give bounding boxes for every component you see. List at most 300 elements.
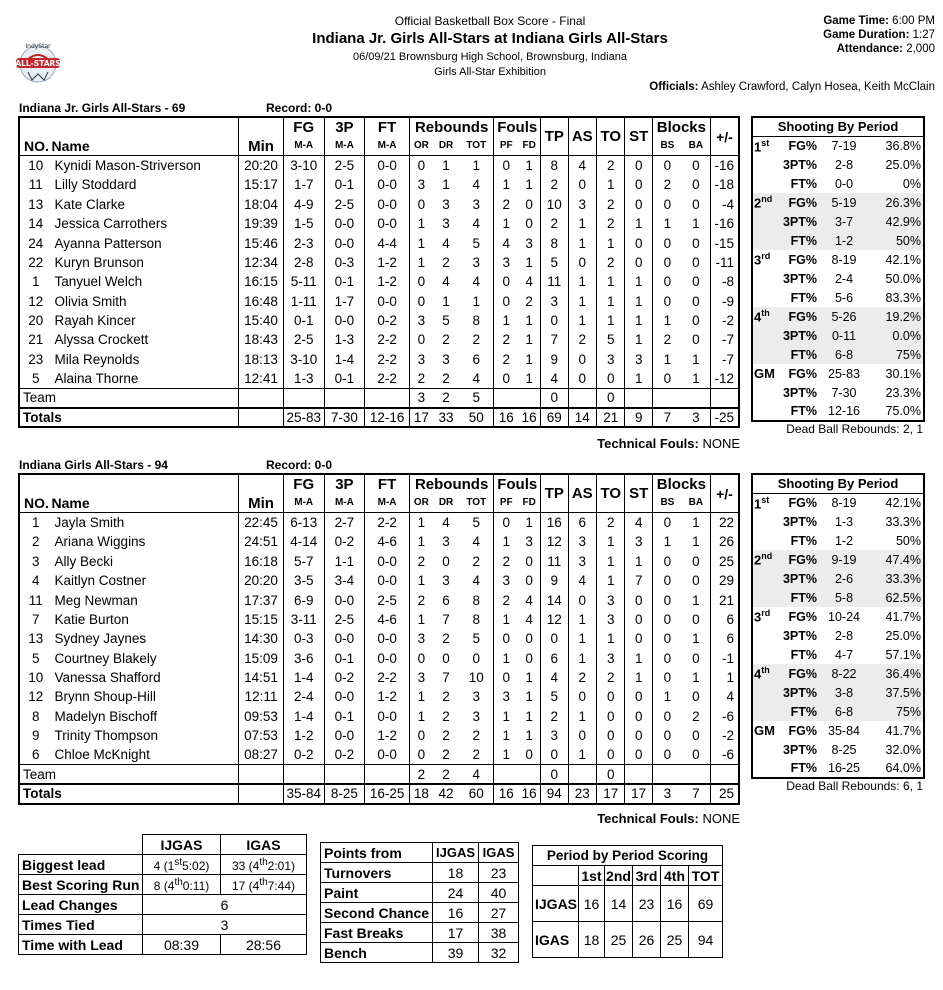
player-stat: 4	[710, 687, 739, 706]
player-stat: 17:37	[239, 590, 284, 609]
percentage: 0.0%	[892, 328, 921, 343]
player-stat: 0	[692, 274, 700, 290]
player-row	[19, 649, 739, 668]
team-row	[19, 388, 739, 407]
player-stat: 1	[494, 745, 518, 764]
player-stat: 0	[597, 369, 625, 388]
points-col-igas: IGAS	[479, 843, 519, 863]
points-from-table	[320, 842, 519, 963]
period-shooting-row	[752, 212, 924, 231]
player-stat: 1	[525, 351, 533, 367]
player-stat: 1	[692, 631, 700, 647]
player-stat: 4-6	[365, 532, 410, 551]
player-name: Kaitlyn Costner	[54, 573, 147, 589]
col-or: OR	[409, 493, 432, 512]
period-score: 16	[579, 886, 605, 922]
player-stat: -4	[710, 195, 739, 214]
player-stat: 1	[568, 629, 596, 648]
player-stat: 1-3	[324, 330, 365, 349]
player-stat: 1	[525, 728, 533, 744]
player-stat: 2	[541, 707, 568, 726]
totals-stat: -25	[710, 408, 739, 427]
totals-stat: 16	[494, 408, 518, 427]
player-stat: 1	[625, 668, 652, 687]
stat-type: FT%	[790, 647, 817, 662]
player-stat: 1-11	[283, 292, 324, 311]
col-or: OR	[409, 136, 432, 155]
percentage: 50%	[895, 233, 921, 248]
team-row	[19, 765, 739, 784]
player-stat: 1	[494, 175, 518, 194]
player-stat: 0-2	[283, 745, 324, 764]
player-stat: 0	[525, 216, 533, 232]
player-stat: 20:20	[239, 571, 284, 590]
player-name: Madelyn Bischoff	[54, 708, 158, 724]
team-row-stat	[518, 388, 540, 407]
stat-type: FT%	[790, 590, 817, 605]
player-stat: 0	[597, 707, 625, 726]
player-stat: 1	[625, 292, 652, 311]
player-stat: 0	[625, 195, 652, 214]
player-stat: 0	[652, 233, 681, 252]
dead-ball-rebounds: Dead Ball Rebounds: 2, 1	[786, 422, 923, 436]
team-row-stat	[494, 388, 518, 407]
col-no: NO.	[24, 494, 49, 511]
player-stat: 0-2	[324, 745, 365, 764]
points-igas: 40	[479, 883, 519, 903]
player-stat: 4	[32, 573, 40, 589]
player-stat: 3	[525, 534, 533, 550]
points-igas: 32	[479, 943, 519, 963]
col-blocks: Blocks	[652, 474, 710, 493]
player-stat: 1-2	[365, 726, 410, 745]
col-fouls: Fouls	[494, 474, 541, 493]
made-attempted: 1-3	[834, 514, 854, 529]
lead-changes-value: 6	[143, 895, 307, 915]
player-name: Trinity Thompson	[54, 728, 159, 744]
period-label: 1st	[754, 494, 770, 511]
stat-type: 3PT%	[782, 271, 817, 286]
player-stat: 3	[409, 175, 432, 194]
player-stat: 0	[692, 553, 700, 569]
player-stat: 0	[625, 233, 652, 252]
period-scoring-title: Period by Period Scoring	[533, 846, 723, 866]
player-row	[19, 687, 739, 706]
team-row-stat: 0	[597, 765, 625, 784]
player-stat: 1	[525, 313, 533, 329]
player-stat: 4-4	[365, 233, 410, 252]
player-stat: 1	[625, 369, 652, 388]
player-stat: 1	[692, 371, 700, 387]
percentage: 64.0%	[885, 761, 921, 775]
percentage: 30.1%	[885, 366, 921, 381]
player-stat: 0	[652, 272, 681, 291]
player-stat: 0	[494, 513, 518, 532]
percentage: 42.9%	[885, 214, 921, 229]
stat-type: 3PT%	[782, 571, 817, 586]
player-stat: 1-7	[283, 175, 324, 194]
totals-stat: 35-84	[283, 784, 324, 803]
player-stat: 10	[468, 670, 484, 686]
technical-fouls-label: Technical Fouls:	[597, 436, 699, 451]
player-stat: 8	[541, 233, 568, 252]
col-dr: DR	[438, 140, 454, 152]
stat-type: FG%	[788, 495, 817, 510]
col-blocks: Blocks	[652, 117, 710, 136]
totals-stat: 25-83	[283, 408, 324, 427]
player-stat: 16:15	[239, 272, 284, 291]
col-fouls: Fouls	[494, 117, 541, 136]
player-stat: 2-5	[324, 156, 365, 175]
team-record: Record: 0-0	[266, 101, 333, 115]
team-row-stat: 0	[541, 388, 568, 407]
totals-row	[19, 408, 739, 427]
game-summary-table	[18, 834, 307, 955]
player-stat: 3	[442, 216, 450, 232]
period-shooting-row	[752, 231, 924, 250]
player-stat: 0	[652, 195, 681, 214]
made-attempted: 8-19	[831, 495, 857, 510]
player-stat: 16:48	[239, 292, 284, 311]
player-stat: -2	[710, 726, 739, 745]
made-attempted: 9-19	[831, 552, 857, 567]
date-location: 06/09/21 Brownsburg High School, Brownsburg, Indiana	[353, 51, 627, 63]
player-stat: 3	[625, 532, 652, 551]
player-name: Katie Burton	[54, 611, 129, 627]
player-stat: 0-0	[365, 707, 410, 726]
col-rebounds: Rebounds	[409, 117, 493, 136]
player-stat: 0	[409, 330, 432, 349]
totals-stat: 3	[682, 408, 710, 427]
percentage: 42.1%	[885, 495, 921, 510]
player-stat: 1-5	[283, 214, 324, 233]
player-stat: 0	[652, 707, 681, 726]
made-attempted: 4-7	[834, 647, 854, 662]
player-stat: 2	[442, 371, 450, 387]
period-score-row	[533, 886, 723, 922]
period-shooting-row	[752, 759, 924, 778]
made-attempted: 1-2	[834, 233, 854, 248]
player-stat: 2-2	[365, 513, 410, 532]
stat-type: FG%	[788, 552, 817, 567]
col-made-attempted: M-A	[283, 493, 324, 512]
player-stat: 2	[597, 668, 625, 687]
period-label: 3rd	[754, 608, 771, 625]
player-stat: 0-0	[324, 687, 365, 706]
player-row	[19, 610, 739, 629]
player-stat: 0	[692, 293, 700, 309]
player-stat: 0	[568, 253, 596, 272]
player-stat: 7	[625, 571, 652, 590]
player-stat: 0	[625, 687, 652, 706]
player-stat: 0	[568, 590, 596, 609]
period-shooting-row	[752, 288, 924, 307]
player-stat: 2	[597, 513, 625, 532]
player-stat: 10	[19, 156, 52, 175]
player-stat: 4	[568, 156, 596, 175]
player-stat: 0	[625, 629, 652, 648]
player-stat: 1	[692, 592, 700, 608]
period-shooting-row	[752, 588, 924, 607]
col-ba: BA	[688, 140, 704, 152]
period-label	[752, 383, 776, 402]
period-shooting-row	[752, 174, 924, 193]
stat-type: 3PT%	[782, 328, 817, 343]
player-stat: 6	[32, 747, 40, 763]
player-stat: 2	[541, 214, 568, 233]
player-stat: 2-5	[324, 610, 365, 629]
period-shooting-row	[752, 607, 924, 626]
player-stat: 12	[541, 610, 568, 629]
player-stat: 2	[442, 332, 450, 348]
period-shooting-row	[752, 345, 924, 364]
player-stat: 2	[442, 728, 450, 744]
stat-type: FG%	[788, 138, 817, 153]
player-stat: 1	[409, 571, 432, 590]
player-stat: 2	[442, 747, 450, 763]
lead-changes-label: Lead Changes	[19, 895, 143, 915]
player-stat: 0-0	[365, 175, 410, 194]
player-stat: 1	[597, 175, 625, 194]
team-row-stat	[652, 765, 681, 784]
player-stat: 4	[433, 513, 459, 532]
totals-stat: 50	[459, 408, 494, 427]
player-stat: 1	[525, 332, 533, 348]
player-stat: 0	[494, 272, 518, 291]
team-row-stat	[494, 765, 518, 784]
player-stat: 1	[494, 649, 518, 668]
player-stat: 5-11	[283, 272, 324, 291]
technical-fouls-label: Technical Fouls:	[597, 811, 699, 826]
made-attempted: 6-8	[834, 704, 854, 719]
player-stat: 0	[652, 668, 681, 687]
col-made-attempted: M-A	[324, 136, 365, 155]
stat-type: FG%	[788, 609, 817, 624]
player-stat: 2	[568, 668, 596, 687]
team-row-stat	[518, 765, 540, 784]
totals-stat: 12-16	[365, 408, 410, 427]
player-stat: 3	[568, 532, 596, 551]
made-attempted: 8-19	[831, 252, 857, 267]
made-attempted: 7-30	[831, 385, 857, 400]
player-stat: 5	[472, 235, 481, 251]
totals-stat: 7	[682, 784, 710, 803]
period-label	[752, 759, 776, 778]
time-lead-igas: 28:56	[221, 935, 307, 955]
player-stat: 0	[568, 687, 596, 706]
player-stat: 2	[597, 156, 625, 175]
stat-type: 3PT%	[782, 157, 817, 172]
player-stat: 09:53	[239, 707, 284, 726]
period-header: 1st	[579, 866, 605, 886]
player-stat: 1	[625, 272, 652, 291]
player-name: Vanessa Shafford	[54, 670, 161, 686]
totals-stat: 9	[625, 408, 652, 427]
totals-row	[19, 784, 739, 803]
period-team: IGAS	[533, 922, 579, 958]
player-stat: 0	[692, 728, 700, 744]
col-min: Min	[239, 474, 284, 513]
period-shooting-row	[752, 493, 924, 512]
player-stat: 1	[518, 513, 540, 532]
period-label: 4th	[754, 665, 770, 682]
player-stat: 6	[710, 610, 739, 629]
player-stat: 2	[409, 369, 432, 388]
player-stat: 21	[28, 332, 44, 348]
period-label	[752, 174, 776, 193]
player-stat: 0	[682, 156, 710, 175]
player-stat: 0	[625, 156, 652, 175]
player-stat: 4	[525, 611, 533, 627]
points-category: Bench	[321, 943, 433, 963]
player-stat: 2	[472, 332, 481, 348]
player-stat: 19:39	[239, 214, 284, 233]
player-stat: 0	[652, 253, 681, 272]
player-stat: 0	[568, 726, 596, 745]
totals-stat: 21	[597, 408, 625, 427]
period-label	[752, 269, 776, 288]
col-pf: PF	[494, 493, 518, 512]
player-stat: 2	[442, 689, 450, 705]
player-stat: 4-14	[283, 532, 324, 551]
player-stat: 29	[710, 571, 739, 590]
team-row-stat	[365, 765, 410, 784]
player-stat: 0	[692, 235, 700, 251]
period-label	[752, 569, 776, 588]
player-stat: 0	[652, 629, 681, 648]
stat-type: FT%	[790, 404, 817, 418]
player-stat: 6-13	[283, 513, 324, 532]
percentage: 37.5%	[885, 685, 921, 700]
player-stat: -6	[710, 707, 739, 726]
game-time-label: Game Time:	[823, 15, 889, 27]
col-min: Min	[239, 117, 284, 156]
period-shooting-row	[752, 626, 924, 645]
totals-stat: 16-25	[365, 784, 410, 803]
team-heading: Indiana Girls All-Stars - 94	[19, 458, 168, 472]
player-stat: 2	[494, 330, 518, 349]
player-stat: 0	[692, 177, 700, 193]
player-row	[19, 214, 739, 233]
header-row	[19, 474, 739, 493]
player-row	[19, 330, 739, 349]
made-attempted: 6-8	[834, 347, 854, 362]
player-name: Kynidi Mason-Striverson	[52, 156, 239, 175]
player-stat: 6	[568, 513, 596, 532]
percentage: 62.5%	[885, 590, 921, 605]
period-shooting-row	[752, 531, 924, 550]
totals-stat: 25	[710, 784, 739, 803]
team-row-stat	[324, 388, 365, 407]
times-tied-label: Times Tied	[19, 915, 143, 935]
player-stat: 2	[442, 708, 450, 724]
player-stat: 0-0	[365, 214, 410, 233]
team-row-stat: 2	[409, 765, 432, 784]
team-row-stat	[239, 765, 284, 784]
totals-stat: 60	[459, 784, 494, 803]
team-row-stat	[652, 388, 681, 407]
team-row-label: Team	[19, 765, 239, 784]
player-stat: 3-6	[283, 649, 324, 668]
officials-label: Officials:	[649, 81, 699, 93]
team-heading: Indiana Jr. Girls All-Stars - 69	[19, 101, 186, 115]
col-as: AS	[568, 117, 596, 156]
player-stat: 3	[442, 351, 450, 367]
player-stat: 0-1	[324, 707, 365, 726]
player-name: Kate Clarke	[54, 196, 126, 212]
points-col-ijgas: IJGAS	[433, 843, 479, 863]
player-stat: 2-2	[365, 668, 410, 687]
col-ft: FT	[365, 117, 410, 136]
player-stat: 22	[710, 513, 739, 532]
officials-names: Ashley Crawford, Calyn Hosea, Keith McClain	[701, 81, 935, 93]
made-attempted: 3-8	[834, 685, 854, 700]
player-stat: 1-2	[365, 253, 410, 272]
period-score: 69	[689, 886, 723, 922]
percentage: 23.3%	[885, 385, 921, 400]
player-stat: 1	[568, 745, 596, 764]
player-stat: 2-5	[365, 590, 410, 609]
best-run-ijgas: 8 (4th0:11)	[143, 875, 221, 895]
event-name: Girls All-Star Exhibition	[434, 66, 546, 78]
player-stat: 2-3	[283, 233, 324, 252]
player-stat: 0	[692, 689, 700, 705]
player-stat: 1	[597, 292, 625, 311]
player-stat: 0	[525, 631, 533, 647]
player-stat: 1	[494, 311, 518, 330]
player-stat: 3	[597, 649, 625, 668]
player-stat: 4	[494, 233, 518, 252]
period-shooting-row	[752, 569, 924, 588]
player-name: Olivia Smith	[54, 293, 127, 309]
player-stat: 1	[525, 371, 533, 387]
player-stat: 18:43	[239, 330, 284, 349]
period-label	[752, 588, 776, 607]
player-stat: 2-8	[283, 253, 324, 272]
player-name: Jessica Carrothers	[54, 216, 168, 232]
player-stat: 0	[692, 747, 700, 763]
percentage: 32.0%	[885, 742, 921, 757]
team-row-stat	[283, 765, 324, 784]
player-stat: 4	[568, 571, 596, 590]
player-name: Ayanna Patterson	[54, 235, 162, 251]
player-stat: 18:13	[239, 350, 284, 369]
player-stat: 15:09	[239, 649, 284, 668]
times-tied-value: 3	[143, 915, 307, 935]
player-row	[19, 272, 739, 291]
player-stat: 0-0	[365, 195, 410, 214]
best-run-label: Best Scoring Run	[19, 875, 143, 895]
player-stat: 1	[568, 707, 596, 726]
made-attempted: 3-7	[834, 214, 854, 229]
player-stat: 1	[409, 253, 432, 272]
player-stat: 12:41	[239, 369, 284, 388]
player-stat: 5	[32, 371, 40, 387]
player-stat: 0	[494, 369, 518, 388]
player-name: Jayla Smith	[52, 513, 239, 532]
points-igas: 38	[479, 923, 519, 943]
player-stat: 1	[409, 532, 432, 551]
player-stat: 7	[442, 670, 450, 686]
player-stat: 3	[472, 254, 481, 270]
player-stat: 1	[682, 513, 710, 532]
player-stat: 0	[409, 745, 432, 764]
player-stat: 1	[459, 156, 494, 175]
player-stat: 0	[597, 687, 625, 706]
player-stat: 1	[525, 670, 533, 686]
made-attempted: 10-24	[828, 609, 860, 624]
player-stat: 5	[472, 631, 481, 647]
